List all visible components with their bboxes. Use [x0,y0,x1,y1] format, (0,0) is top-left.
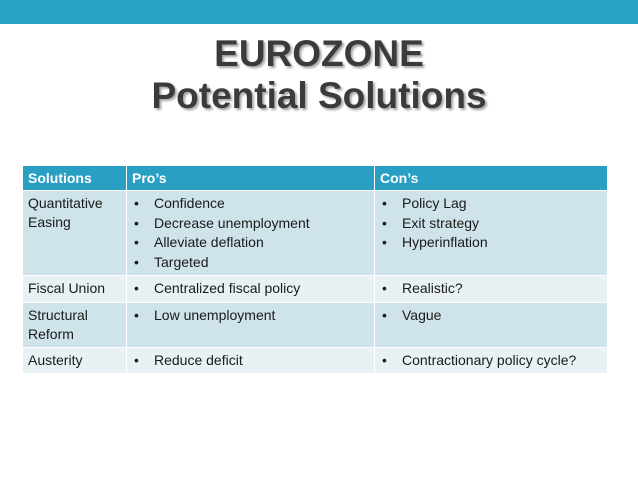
pros-list [132,194,369,272]
list-item: • Low unemployment [132,306,369,326]
table-row [23,302,608,347]
solution-cell: Quantitative Easing [23,191,127,276]
pros-list [132,279,369,299]
list-item: • Contractionary policy cycle? [380,351,602,371]
list-item: • Vague [380,306,602,326]
list-item: • Alleviate deflation [132,233,369,253]
table-row [23,191,608,276]
cons-cell [375,347,608,374]
cons-cell [375,191,608,276]
slide-title [0,33,638,117]
cons-list [380,279,602,299]
header-pros: Pro’s [127,166,375,191]
list-item: • Centralized fiscal policy [132,279,369,299]
solution-cell: Fiscal Union [23,276,127,303]
solutions-table [22,165,608,374]
table-row [23,347,608,374]
pros-list [132,306,369,326]
top-accent-bar [0,0,638,24]
list-item: • Realistic? [380,279,602,299]
list-item: • Policy Lag [380,194,602,214]
table-header-row [23,166,608,191]
list-item: • Reduce deficit [132,351,369,371]
header-solutions: Solutions [23,166,127,191]
cons-cell [375,302,608,347]
list-item: • Decrease unemployment [132,214,369,234]
solution-cell: Structural Reform [23,302,127,347]
cons-list [380,194,602,253]
list-item: • Exit strategy [380,214,602,234]
cons-list [380,351,602,371]
cons-cell [375,276,608,303]
title-line-2: Potential Solutions [151,75,487,116]
header-cons: Con’s [375,166,608,191]
pros-cell [127,302,375,347]
list-item: • Hyperinflation [380,233,602,253]
title-line-1: EUROZONE [214,33,424,74]
pros-cell [127,191,375,276]
cons-list [380,306,602,326]
solution-cell: Austerity [23,347,127,374]
table-row [23,276,608,303]
list-item: • Targeted [132,253,369,273]
pros-list [132,351,369,371]
list-item: • Confidence [132,194,369,214]
pros-cell [127,347,375,374]
pros-cell [127,276,375,303]
